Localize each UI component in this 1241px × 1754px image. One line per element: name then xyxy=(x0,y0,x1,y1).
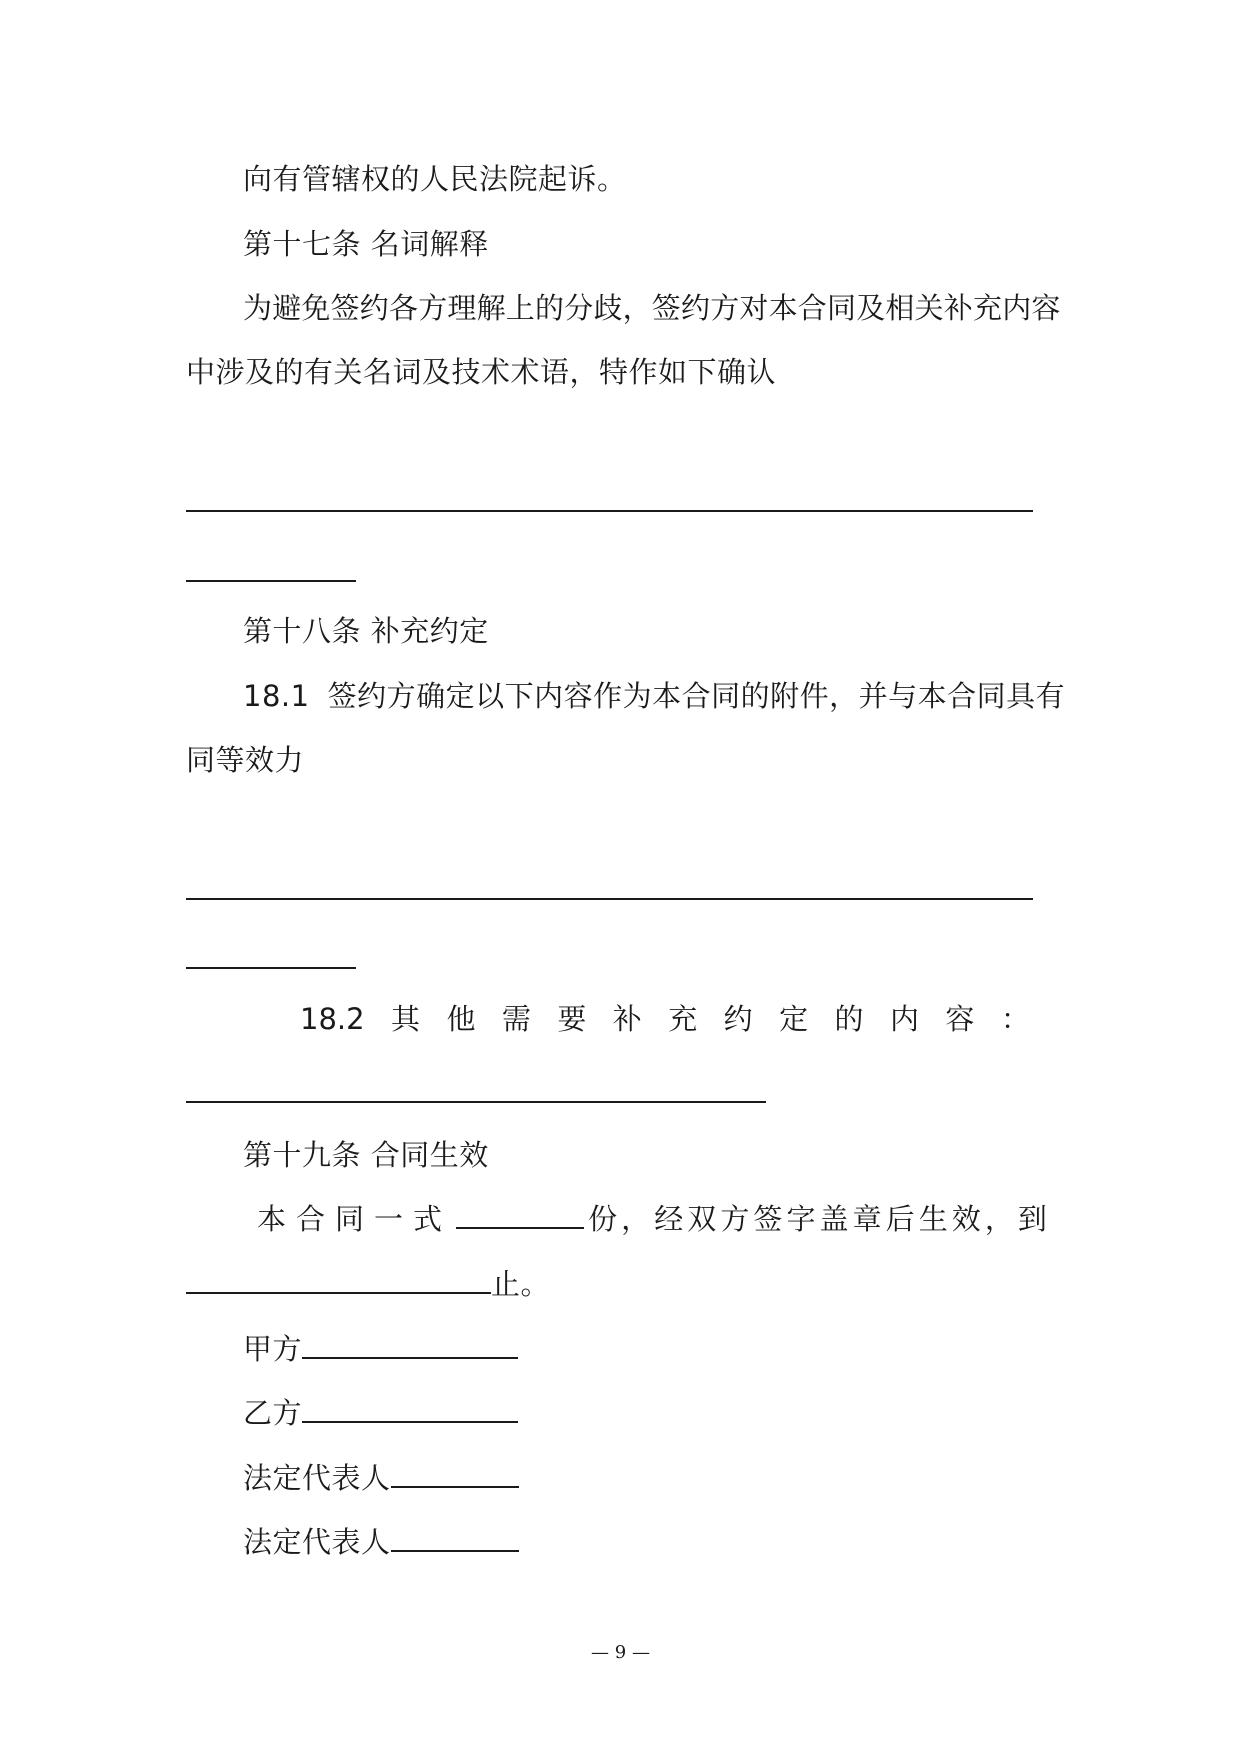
blank-line xyxy=(186,898,1033,900)
clause-number: 18.2 xyxy=(300,1002,365,1036)
char: 充 xyxy=(668,1002,698,1036)
char: 双 xyxy=(687,1202,717,1236)
char: 他 xyxy=(446,1002,476,1036)
char: 份 xyxy=(588,1202,618,1236)
article-19-heading: 第十九条 合同生效 xyxy=(243,1138,489,1172)
clause-number: 18.1 xyxy=(243,679,310,713)
signature-party-b xyxy=(243,1395,518,1431)
char: 后 xyxy=(885,1202,915,1236)
article-18-heading: 第十八条 补充约定 xyxy=(243,614,489,648)
char: 要 xyxy=(557,1002,587,1036)
char: 需 xyxy=(501,1002,531,1036)
char: ， xyxy=(984,1202,1014,1236)
char: 补 xyxy=(612,1002,642,1036)
blank-line xyxy=(186,967,356,969)
signature-label: 甲方 xyxy=(243,1332,303,1366)
char: 方 xyxy=(720,1202,750,1236)
signature-blank xyxy=(302,1395,518,1423)
clause-18-1-line1 xyxy=(243,678,1065,714)
copies-blank xyxy=(456,1201,584,1229)
text-prefix: 本合同一式 xyxy=(257,1202,453,1236)
clause-text: 签约方确定以下内容作为本合同的附件，并与本合同具有 xyxy=(327,679,1066,713)
char: 到 xyxy=(1017,1202,1047,1236)
blank-line xyxy=(186,1101,766,1103)
article-19-text-line1 xyxy=(257,1201,1047,1237)
signature-party-a xyxy=(243,1331,518,1367)
clause-18-2-line xyxy=(300,1001,1030,1037)
char: 内 xyxy=(889,1002,919,1036)
article-17-text-line2: 中涉及的有关名词及技术术语，特作如下确认 xyxy=(186,355,777,389)
signature-blank xyxy=(391,1460,519,1488)
blank-line xyxy=(186,580,356,582)
char: 约 xyxy=(723,1002,753,1036)
char: 定 xyxy=(779,1002,809,1036)
char: 经 xyxy=(654,1202,684,1236)
page-number: — 9 — xyxy=(591,1642,650,1663)
char: 章 xyxy=(852,1202,882,1236)
text-suffix: 止。 xyxy=(491,1267,551,1301)
char: 效 xyxy=(951,1202,981,1236)
article-17-heading: 第十七条 名词解释 xyxy=(243,227,489,261)
char: ， xyxy=(621,1202,651,1236)
end-date-blank xyxy=(186,1266,491,1294)
signature-label: 法定代表人 xyxy=(243,1525,391,1559)
article-19-text-line2 xyxy=(186,1266,550,1302)
signature-label: 乙方 xyxy=(243,1396,303,1430)
article-17-text-line1: 为避免签约各方理解上的分歧，签约方对本合同及相关补充内容 xyxy=(243,291,1061,325)
signature-blank xyxy=(302,1331,518,1359)
signature-label: 法定代表人 xyxy=(243,1461,391,1495)
char: 签 xyxy=(753,1202,783,1236)
signature-legal-rep-1 xyxy=(243,1460,519,1496)
clause-18-1-line2: 同等效力 xyxy=(186,743,305,777)
char: 盖 xyxy=(819,1202,849,1236)
char: ： xyxy=(1000,1002,1030,1036)
char: 容 xyxy=(945,1002,975,1036)
char: 的 xyxy=(834,1002,864,1036)
signature-legal-rep-2 xyxy=(243,1524,519,1560)
signature-blank xyxy=(391,1524,519,1552)
char: 其 xyxy=(391,1002,421,1036)
blank-line xyxy=(186,510,1033,512)
paragraph-continuation: 向有管辖权的人民法院起诉。 xyxy=(243,162,627,196)
char: 生 xyxy=(918,1202,948,1236)
char: 字 xyxy=(786,1202,816,1236)
